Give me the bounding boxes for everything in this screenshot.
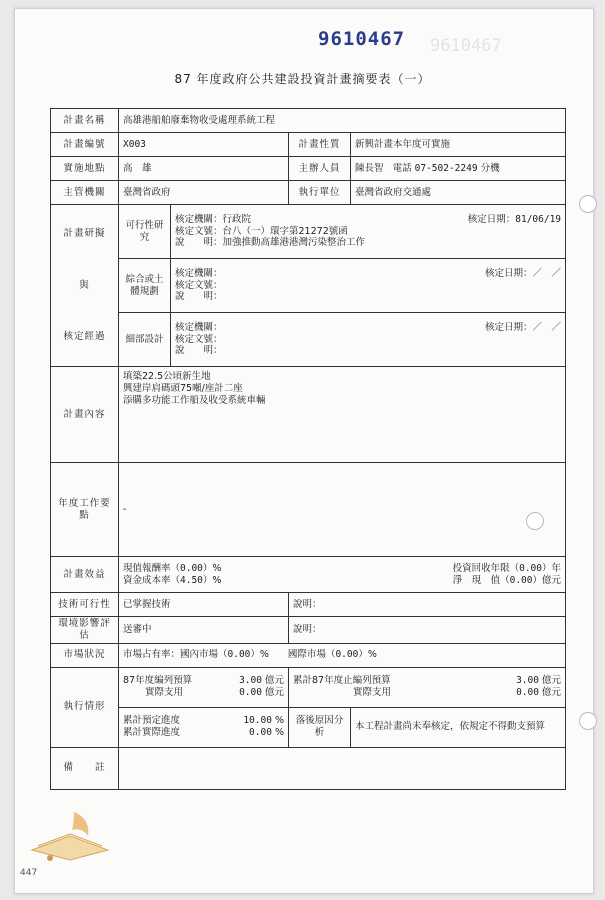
- market-label: 市場狀況: [51, 643, 119, 667]
- research-label: [51, 205, 119, 367]
- punch-hole: [579, 195, 597, 213]
- feasibility-date-label: 核定日期：: [467, 213, 516, 225]
- feasibility-detail: [171, 205, 566, 259]
- feasibility-docno-value: 台八（一）環字第21272號函: [222, 225, 348, 237]
- remarks-value: [119, 747, 566, 789]
- cum-actual-unit: 億元: [542, 687, 562, 699]
- plan-nature-value: 新興計畫本年度可實施: [351, 133, 566, 157]
- location-value: 高 雄: [119, 157, 289, 181]
- lag-value: 本工程計畫尚未奉核定，依規定不得動支預算: [351, 707, 566, 747]
- annual-label: 年度工作要點: [51, 463, 119, 557]
- comprehensive-label: 綜合或土體規劃: [119, 259, 171, 313]
- market-detail: [119, 643, 566, 667]
- remarks-label: 備 註: [51, 747, 119, 789]
- budget-unit: 億元: [264, 675, 284, 687]
- benefit-label: 計畫效益: [51, 557, 119, 593]
- progress-detail: [119, 707, 289, 747]
- comprehensive-note-label: 說 明：: [175, 291, 223, 303]
- research-label-mid: 與: [79, 279, 90, 291]
- comprehensive-date-label: 核定日期：: [484, 267, 533, 279]
- real-progress-unit: %: [274, 727, 284, 739]
- comprehensive-docno-label: 核定文號：: [175, 279, 223, 291]
- detailed-detail: [171, 313, 566, 367]
- plan-progress-label: 累計預定進度: [123, 715, 181, 727]
- cost-rate-label: 資金成本率（: [123, 574, 181, 586]
- authority-label: 主管機關: [51, 181, 119, 205]
- ext-label: 分機: [480, 162, 500, 174]
- budget-label: 87年度編列預算: [123, 675, 193, 687]
- market-share-label: 市場占有率：國內市場（: [123, 649, 228, 661]
- market-intl-unit: ）%: [358, 649, 377, 661]
- execution-label: 執行情形: [51, 667, 119, 747]
- cum-budget-unit: 億元: [542, 675, 562, 687]
- real-progress-value: 0.00: [249, 727, 272, 739]
- feasibility-agency-label: 核定機關：: [175, 213, 223, 225]
- content-line: 添購多功能工作船及收受系統車輛: [123, 394, 266, 406]
- content-line: 填築22.5公頃新生地: [123, 371, 211, 382]
- tech-note-label: 說明：: [289, 593, 566, 617]
- actual-value: 0.00: [239, 687, 262, 699]
- actual-unit: 億元: [264, 687, 284, 699]
- env-note-label: 說明：: [289, 617, 566, 644]
- document-number: 9610467: [318, 28, 406, 50]
- research-label-bottom: 核定經過: [63, 331, 106, 343]
- research-label-top: 計畫研擬: [63, 227, 106, 239]
- plan-code-label: 計畫編號: [51, 133, 119, 157]
- plan-progress-unit: %: [274, 715, 284, 727]
- feasibility-date-value: 81/06/19: [515, 213, 562, 225]
- fin-rate-label: 現值報酬率（: [123, 562, 181, 574]
- actual-label: 實際支用: [145, 687, 184, 699]
- cum-budget-label: 累計87年度止編列預算: [293, 675, 391, 687]
- budget-value: 3.00: [239, 675, 262, 687]
- market-intl-label: ）% 國際市場（: [250, 649, 336, 661]
- person-label: 主辦人員: [289, 157, 351, 181]
- npv-unit: ）億元: [532, 574, 562, 586]
- env-label: 環境影響評估: [51, 617, 119, 644]
- payback-value: 0.00: [519, 562, 542, 574]
- plan-name-value: 高雄港船舶廢棄物收受處理系統工程: [119, 109, 566, 133]
- detailed-label: 細部設計: [119, 313, 171, 367]
- fin-rate-value: 0.00: [180, 562, 203, 574]
- cost-rate-value: 4.50: [180, 574, 203, 586]
- detailed-note-label: 說 明：: [175, 345, 223, 357]
- cum-actual-value: 0.00: [516, 687, 539, 699]
- tech-label: 技術可行性: [51, 593, 119, 617]
- annual-value: -: [119, 463, 566, 557]
- comprehensive-detail: [171, 259, 566, 313]
- person-cell: [351, 157, 566, 181]
- comprehensive-date-value: ／ ／: [532, 267, 562, 279]
- phone-value: 07-502-2249: [414, 162, 478, 174]
- feasibility-note-label: 說 明：: [175, 237, 223, 249]
- plan-code-value: X003: [119, 133, 289, 157]
- real-progress-label: 累計實際進度: [123, 727, 181, 739]
- document-number-ghost: 9610467: [430, 36, 502, 56]
- summary-table: [50, 108, 566, 790]
- lag-label: 落後原因分析: [289, 707, 351, 747]
- exec-unit-label: 執行單位: [289, 181, 351, 205]
- detailed-docno-label: 核定文號：: [175, 333, 223, 345]
- env-value: 送審中: [119, 617, 289, 644]
- tech-value: 已掌握技術: [119, 593, 289, 617]
- cum-actual-label: 實際支用: [353, 687, 392, 699]
- npv-label: 淨 現 值（: [452, 574, 510, 586]
- phone-label: 電話: [392, 162, 412, 174]
- npv-value: 0.00: [509, 574, 533, 586]
- content-line: 興建岸肩碼頭75噸/座計二座: [123, 382, 243, 394]
- detailed-date-label: 核定日期：: [484, 321, 533, 333]
- library-logo-icon: [28, 806, 118, 870]
- page-title: 87 年度政府公共建設投資計畫摘要表（一）: [174, 72, 431, 86]
- location-label: 實施地點: [51, 157, 119, 181]
- plan-nature-label: 計畫性質: [289, 133, 351, 157]
- market-share-value: 0.00: [227, 649, 251, 661]
- feasibility-agency-value: 行政院: [222, 213, 252, 225]
- feasibility-note-value: 加強推動高雄港港灣污染整治工作: [222, 237, 366, 249]
- cost-rate-unit: ）%: [202, 574, 222, 586]
- punch-hole: [579, 712, 597, 730]
- feasibility-label: 可行性研究: [119, 205, 171, 259]
- exec-unit-value: 臺灣省政府交通處: [351, 181, 566, 205]
- fin-rate-unit: ）%: [202, 562, 222, 574]
- market-intl-value: 0.00: [335, 649, 359, 661]
- detailed-date-value: ／ ／: [532, 321, 562, 333]
- page-number: 447: [20, 868, 38, 878]
- content-label: 計畫內容: [51, 367, 119, 463]
- plan-progress-value: 10.00: [243, 715, 272, 727]
- authority-value: 臺灣省政府: [119, 181, 289, 205]
- budget-detail: [119, 667, 289, 707]
- feasibility-docno-label: 核定文號：: [175, 225, 223, 237]
- cum-budget-detail: [289, 667, 566, 707]
- detailed-agency-label: 核定機關：: [175, 321, 223, 333]
- plan-name-label: 計畫名稱: [51, 109, 119, 133]
- person-value: 陳長智: [355, 162, 384, 174]
- comprehensive-agency-label: 核定機關：: [175, 267, 223, 279]
- content-value: [119, 367, 566, 463]
- cum-budget-value: 3.00: [516, 675, 539, 687]
- payback-label: 投資回收年限（: [452, 562, 520, 574]
- benefit-detail: [119, 557, 566, 593]
- payback-unit: ）年: [542, 562, 562, 574]
